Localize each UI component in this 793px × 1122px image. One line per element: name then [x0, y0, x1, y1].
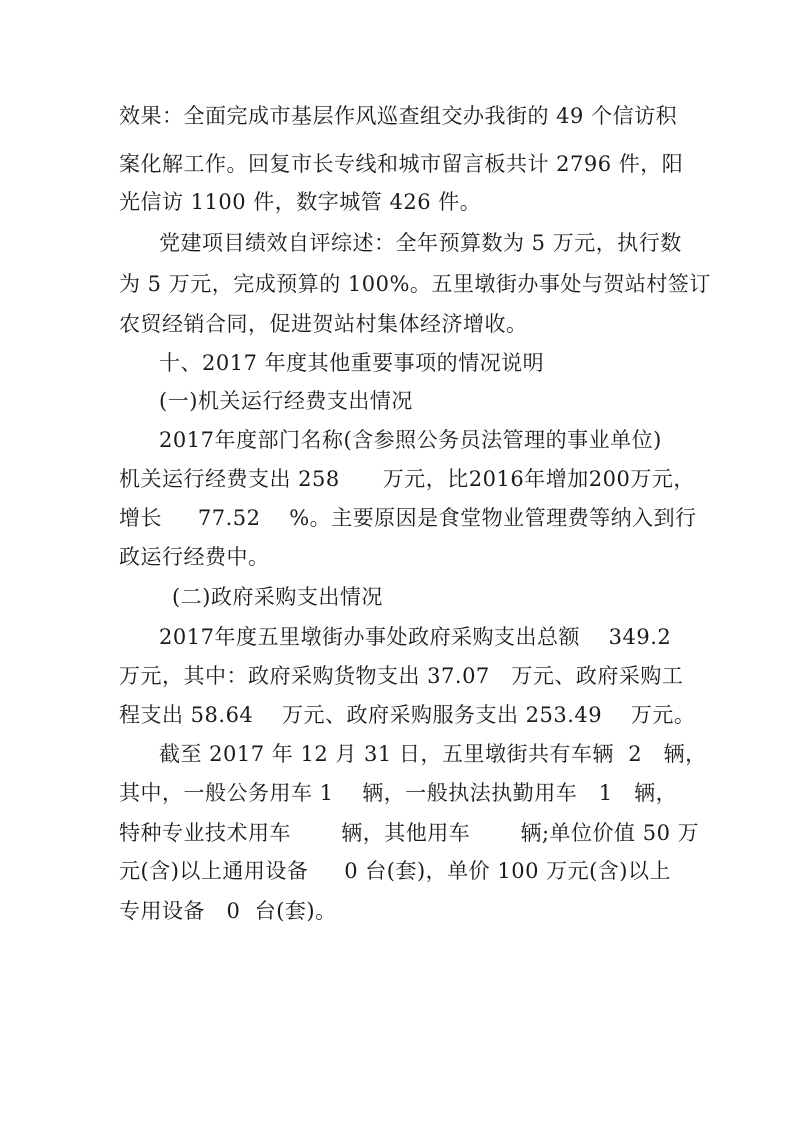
text-line: 其中，一般公务用车 1 辆，一般执法执勤用车 1 辆，	[119, 781, 678, 805]
text-line: 2017年度五里墩街办事处政府采购支出总额 349.2	[159, 625, 672, 649]
text-line: 农贸经销合同，促进贺站村集体经济增收。	[119, 312, 528, 336]
text-line: 特种专业技术用车 辆，其他用车 辆;单位价值 50 万	[119, 821, 700, 845]
text-line: 政运行经费中。	[119, 545, 270, 569]
subsection-heading: (一)机关运行经费支出情况	[159, 389, 413, 413]
subsection-heading: (二)政府采购支出情况	[172, 585, 383, 609]
text-line: 党建项目绩效自评综述：全年预算数为 5 万元，执行数	[159, 231, 682, 255]
section-heading: 十、2017 年度其他重要事项的情况说明	[159, 351, 545, 375]
text-line: 元(含)以上通用设备 0 台(套)，单价 100 万元(含)以上	[119, 859, 672, 883]
text-line: 截至 2017 年 12 月 31 日，五里墩街共有车辆 2 辆，	[159, 742, 707, 766]
text-line: 增长 77.52 %。主要原因是食堂物业管理费等纳入到行	[119, 506, 697, 530]
text-line: 程支出 58.64 万元、政府采购服务支出 253.49 万元。	[119, 703, 696, 727]
text-line: 专用设备 0 台(套)。	[119, 899, 337, 923]
text-line: 2017年度部门名称(含参照公务员法管理的事业单位)	[159, 428, 662, 452]
text-line: 案化解工作。回复市长专线和城市留言板共计 2796 件，阳	[119, 152, 684, 176]
text-line: 为 5 万元，完成预算的 100%。五里墩街办事处与贺站村签订	[119, 272, 711, 296]
text-line: 机关运行经费支出 258 万元，比2016年增加200万元，	[119, 467, 695, 491]
text-line: 光信访 1100 件，数字城管 426 件。	[119, 190, 482, 214]
text-line: 效果：全面完成市基层作风巡查组交办我街的 49 个信访积	[119, 104, 678, 128]
text-line: 万元，其中：政府采购货物支出 37.07 万元、政府采购工	[119, 664, 684, 688]
